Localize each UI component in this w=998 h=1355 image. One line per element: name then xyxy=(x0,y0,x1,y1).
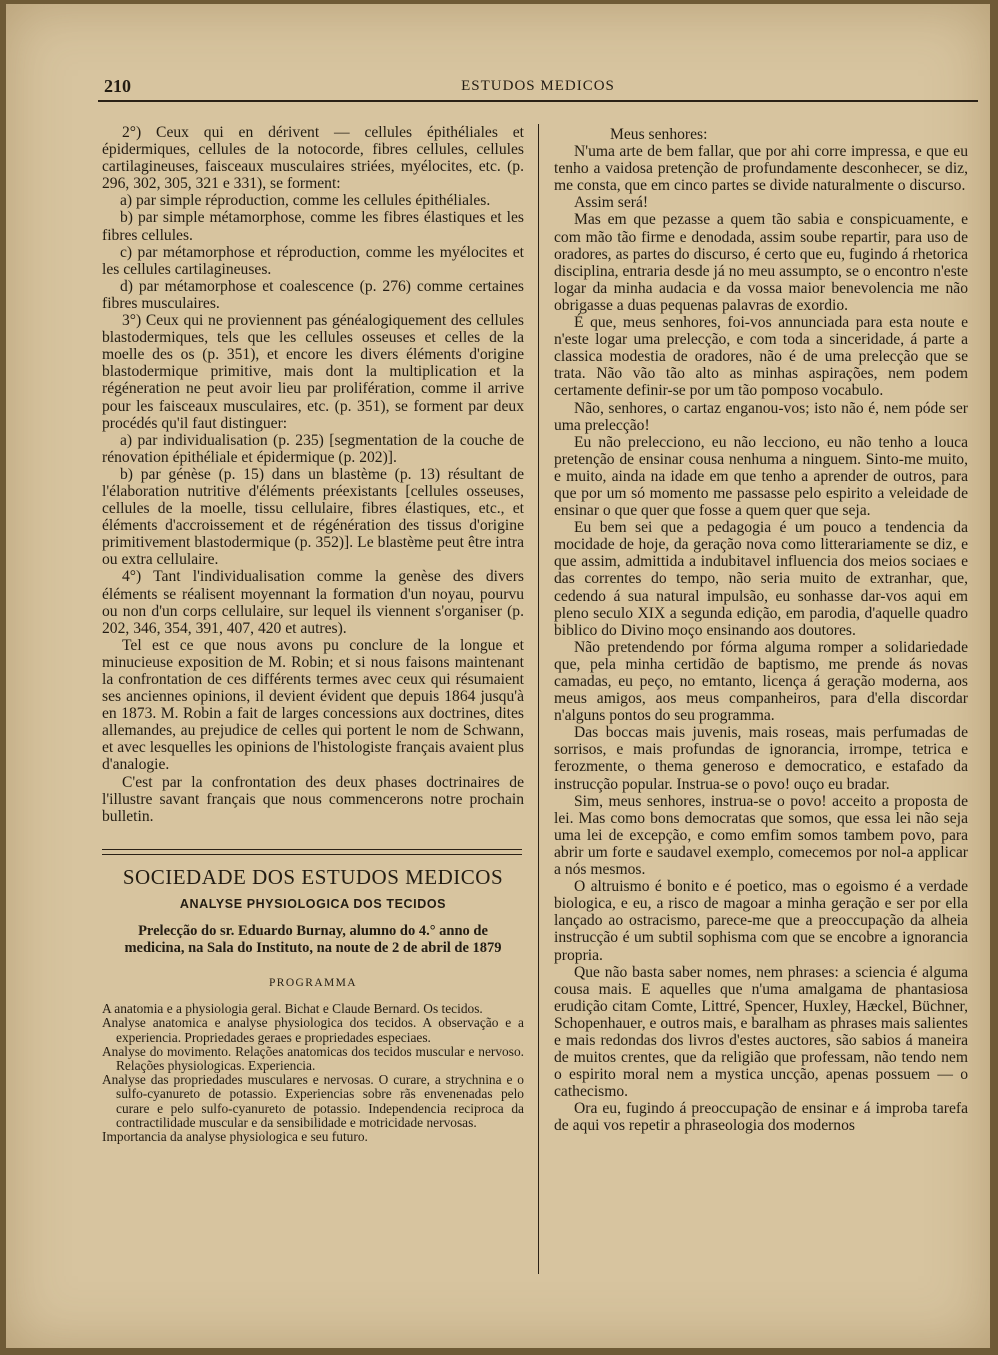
journal-title: ESTUDOS MEDICOS xyxy=(461,78,615,94)
section-separator xyxy=(102,849,522,855)
lecture-line: Prelecção do sr. Eduardo Burnay, alumno do 4.° anno de medicina, na Sala do Instituto, na noute de 2 de abril de 1879 xyxy=(124,923,502,957)
paragraph: Assim será! xyxy=(574,194,649,212)
paragraph: a) par individualisation (p. 235) [segmentation de la couche de rénovation épithéliale et épidermique (p. 202)]. xyxy=(102,431,524,466)
programma-item: Analyse anatomica e analyse physiologica dos tecidos. A observação e a experiencia. Propriedades geraes e propriedades especiaes. xyxy=(102,1015,524,1045)
paragraph: Não, senhores, o cartaz enganou-vos; isto não é, nem póde ser uma prelecção! xyxy=(554,399,968,434)
paragraph: Sim, meus senhores, instrua-se o povo! acceito a proposta de lei. Mas como bons democratas que somos, que essa lei não seja uma lei de excepção, e como emfim somos tambem povo, para abrir um forte e saudavel exemplo, comecemos por nol-a applicar a nós mesmos. xyxy=(554,792,968,879)
newspaper-page xyxy=(6,4,990,1348)
programma-item: Analyse do movimento. Relações anatomicas dos tecidos muscular e nervoso. Relações physiologicas. Experiencia. xyxy=(102,1043,524,1073)
paragraph: a) par simple réproduction, comme les cellules épithéliales. xyxy=(120,192,491,210)
paragraph: N'uma arte de bem fallar, que por ahi corre impressa, e que eu tenho a vaidosa pretenção de profundamente desconhecer, se diz, me consta, que em cinco partes se divide naturalmente o discurso. xyxy=(554,143,968,195)
society-title: SOCIEDADE DOS ESTUDOS MEDICOS xyxy=(122,864,504,889)
paragraph: C'est par la confrontation des deux phases doctrinaires de l'illustre savant français que nous commencerons notre prochain bulletin. xyxy=(102,773,524,825)
programma-item: Analyse das propriedades musculares e nervosas. O curare, a strychnina e o sulfo-cyanureto de potassio. Experiencias sobre rãs envenenadas pelo curare e pelo sulfo-cyanureto de potassio. Independencia reciproca da contractilidade muscular e da sensibilidade e motricidade nervosas. xyxy=(102,1072,524,1130)
paragraph: c) par métamorphose et réproduction, comme les myélocites et les cellules cartilagineuses. xyxy=(102,243,524,278)
greeting: Meus senhores: xyxy=(610,126,708,143)
paragraph: Não pretendendo por fórma alguma romper a solidariedade que, pela minha certidão de baptismo, me prende ás novas camadas, eu peço, no emtanto, licença á geração moderna, aos meus amigos, aos meus companheiros, para d'ella discordar n'alguns pontos do seu programma. xyxy=(554,638,968,725)
programma-list xyxy=(102,1002,524,1144)
page-header xyxy=(98,74,978,102)
analysis-title: ANALYSE PHYSIOLOGICA DOS TECIDOS xyxy=(179,896,447,911)
paragraph: d) par métamorphose et coalescence (p. 276) comme certaines fibres musculaires. xyxy=(102,277,524,312)
paragraph: É que, meus senhores, foi-vos annunciada para esta noute e n'este logar uma prelecção, e com toda a sinceridade, á parte a classica modestia de oradores, não é de uma prelecção que se trata. Não vão tão alto as minhas aspirações, nem podem certamente definir-se por um tão pomposo vocabulo. xyxy=(554,314,968,400)
paragraph: 4°) Tant l'individualisation comme la genèse des divers éléments se réalisent moyennant la formation d'un noyau, pourvu ou non d'un corps cellulaire, sur lequel ils viennent s'organiser (p. 202, 346, 354, 391, 407, 420 et autres). xyxy=(102,568,524,637)
paragraph: Mas em que pezasse a quem tão sabia e conspicuamente, e com mão tão firme e denodada, assim soube repartir, para uso de oradores, as partes do discurso, é certo que eu, fugindo á rhetorica disciplina, entraria desde já no meu assumpto, se o encontro n'este logar da minha audacia e da vossa maior benevolencia me não obrigasse a duas pequenas palavras de exordio. xyxy=(554,211,968,314)
paragraph: O altruismo é bonito e é poetico, mas o egoismo é a verdade biologica, e eu, a risco de magoar a minha geração e ser por ella lançado ao ostracismo, parece-me que a preoccupação da alheia instrucção é um subtil sophisma com que se encobre a ignorancia propria. xyxy=(554,878,968,964)
left-column xyxy=(102,124,524,1144)
paragraph: b) par génèse (p. 15) dans un blastème (p. 13) résultant de l'élaboration nutritive d'éléments préexistants [cellules osseuses, cellules de la moelle, tissu cellulaire, fibres élastiques, etc., et éléments d'accroissement et de régénération des tissus d'origine primitivement blastodermique (p. 352)]. Le blastème peut être intra ou extra cellulaire. xyxy=(102,465,524,569)
paragraph: b) par simple métamorphose, comme les fibres élastiques et les fibres cellules. xyxy=(102,209,524,244)
programma-item: A anatomia e a physiologia geral. Bichat e Claude Bernard. Os tecidos. xyxy=(102,1001,483,1017)
right-column xyxy=(554,126,968,1135)
paragraph: Que não basta saber nomes, nem phrases: a sciencia é alguma cousa mais. E aquelles que n'uma amalgama de phantasiosa erudição citam Comte, Littré, Spencer, Huxley, Hæckel, Büchner, Schopenhauer, e outros mais, e baralham as phrases mais salientes e mais redondas dos livros d'estes auctores, são sabios á maneira de muitos crentes, que da religião que professam, não tendo nem o espirito moral nem a mystica uncção, apenas possuem — o cathecismo. xyxy=(554,963,968,1101)
programma-label: PROGRAMMA xyxy=(268,977,357,990)
paragraph: Ora eu, fugindo á preoccupação de ensinar e á improba tarefa de aqui vos repetir a phraseologia dos modernos xyxy=(554,1100,968,1135)
paragraph: Eu não prelecciono, eu não lecciono, eu não tenho a louca pretenção de ensinar cousa nenhuma a ninguem. Sinto-me muito, e muito, ainda na idade em que tenho a aprender de outros, para que por um só momento me passasse pelo espirito a veleidade de ensinar o que quer que fosse a quem quer que seja. xyxy=(554,433,968,520)
programma-item: Importancia da analyse physiologica e seu futuro. xyxy=(102,1128,368,1144)
page-number: 210 xyxy=(104,76,131,96)
column-divider xyxy=(538,124,539,1274)
paragraph: Tel est ce que nous avons pu conclure de la longue et minucieuse exposition de M. Robin; et si nous faisons maintenant la confrontation de ces différents termes avec ceux qui résumaient ses anciennes opinions, il devient évident que depuis 1864 jusqu'à en 1873. M. Robin a fait de larges concessions aux doctrines, dites allemandes, au prejudice de celles qui portent le nom de Schwann, et avec lesquelles les opinions de l'histologiste français avaient plus d'analogie. xyxy=(102,636,524,774)
paragraph: 3°) Ceux qui ne proviennent pas généalogiquement des cellules blastodermiques, tels que les cellules osseuses et celles de la moelle des os (p. 351), et encore les divers éléments d'origine blastodermique primitive, mais dont la multiplication et la régéneration ne peut avoir lieu par prolifération, comme il arrive pour les faisceaux musculaires, etc. (p. 351), se forment par deux procédés qu'il faut distinguer: xyxy=(102,312,524,432)
paragraph: Eu bem sei que a pedagogia é um pouco a tendencia da mocidade de hoje, da geração nova como litterariamente se diz, e que assim, admittida a indubitavel influencia dos meios sociaes e das correntes do tempo, não seria muito de extranhar, que, cedendo á sua natural impulsão, eu sonhasse dar-vos aqui em pleno seculo XIX a segunda edição, em parodia, d'aquelle quadro biblico do Divino moço ensinando aos doutores. xyxy=(554,519,968,639)
paragraph: Das boccas mais juvenis, mais roseas, mais perfumadas de sorrisos, e mais profundas de ignorancia, irrompe, tetrica e ferozmente, o thema generoso e democratico, e estafado da instrucção popular. Instrua-se o povo! ouço eu bradar. xyxy=(554,724,968,793)
paragraph: 2°) Ceux qui en dérivent — cellules épithéliales et épidermiques, cellules de la notocorde, fibres cellules, cellules cartilagineuses, faisceaux musculaires striées, myélocites, etc. (p. 296, 302, 305, 321 e 331), se forment: xyxy=(102,124,524,193)
